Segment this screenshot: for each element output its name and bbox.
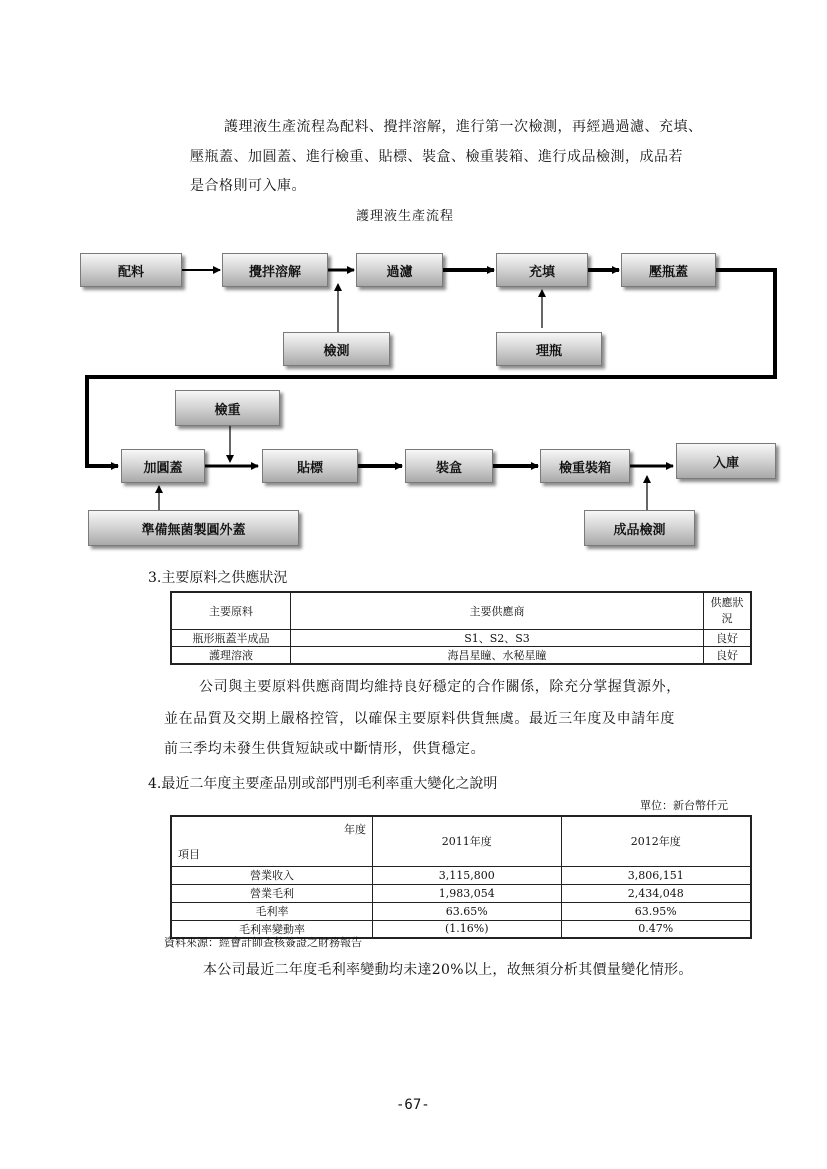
row-value-2012: 63.95% [561,902,751,920]
supply-cell: 良好 [704,629,752,646]
section3-heading: 3.主要原料之供應狀況 [148,570,288,586]
section4-heading: 4.最近二年度主要產品別或部門別毛利率重大變化之說明 [148,776,498,792]
step-jiayuangai: 加圓蓋 [121,449,205,483]
row-value-2011: 1,983,054 [373,884,562,902]
section3-para-2: 並在品質及交期上嚴格控管，以確保主要原料供貨無虞。最近三年度及申請年度 [164,711,675,727]
row-value-2012: 0.47% [561,920,751,938]
step-jianzhong: 檢重 [175,390,280,426]
intro-line-3: 是合格則可入庫。 [190,178,306,194]
step-ruku: 入庫 [676,443,776,479]
intro-line-1: 護理液生產流程為配料、攪拌溶解，進行第一次檢測，再經過過濾、充填、 [224,119,703,135]
supply-cell: 良好 [704,646,752,664]
page-number: -67- [396,1097,430,1113]
supply-cell: 海昌星瞳、水秘星瞳 [291,646,704,664]
step-tiebiao: 貼標 [262,449,358,483]
supply-header-status: 供應狀況 [704,592,752,629]
corner-item: 項目 [178,847,200,861]
table-row [171,646,751,664]
step-guolv: 過濾 [356,253,443,287]
row-value-2011: 3,115,800 [373,866,562,884]
corner-year: 年度 [344,823,366,836]
step-jiaoban: 攪拌溶解 [222,253,328,287]
row-label: 毛利率變動率 [171,920,373,938]
margin-table [170,815,752,939]
header-2011: 2011年度 [373,816,562,866]
step-chengpinjiance: 成品檢測 [584,510,695,546]
row-label: 毛利率 [171,902,373,920]
flow-title: 護理液生產流程 [356,209,455,224]
supply-cell: S1、S2、S3 [291,629,704,646]
row-value-2012: 2,434,048 [561,884,751,902]
supply-header-supplier: 主要供應商 [291,592,704,629]
table-row [171,629,751,646]
supply-cell: 護理溶液 [171,646,291,664]
header-2012: 2012年度 [561,816,751,866]
table-row [171,866,751,884]
source-note: 資料來源：經會計師查核簽證之財務報告 [164,936,362,949]
step-chongtian: 充填 [496,253,588,287]
supply-table [170,591,752,665]
unit-label: 單位：新台幣仟元 [640,799,728,812]
step-jiance: 檢測 [283,332,390,366]
step-lipin: 理瓶 [496,332,602,366]
conclusion: 本公司最近二年度毛利率變動均未達20%以上，故無須分析其價量變化情形。 [203,962,693,978]
connector-row1-to-row2 [87,270,775,466]
row-value-2011: (1.16%) [373,920,562,938]
step-zhuanghe: 裝盒 [405,449,493,483]
corner-cell [171,816,373,866]
row-value-2012: 3,806,151 [561,866,751,884]
step-jianzhongzhuangxiang: 檢重裝箱 [540,449,630,483]
supply-header-material: 主要原料 [171,592,291,629]
section3-para-3: 前三季均未發生供貨短缺或中斷情形，供貨穩定。 [164,741,486,757]
step-zhunbei: 準備無菌製圓外蓋 [88,510,299,546]
row-label: 營業毛利 [171,884,373,902]
table-row [171,884,751,902]
row-value-2011: 63.65% [373,902,562,920]
section3-para-1: 公司與主要原料供應商間均維持良好穩定的合作關係，除充分掌握貨源外， [199,679,681,695]
step-yapinggai: 壓瓶蓋 [621,253,716,287]
table-row [171,902,751,920]
step-peiliao: 配料 [80,253,182,287]
supply-cell: 瓶形瓶蓋半成品 [171,629,291,646]
row-label: 營業收入 [171,866,373,884]
intro-line-2: 壓瓶蓋、加圓蓋、進行檢重、貼標、裝盒、檢重裝箱、進行成品檢測，成品若 [190,149,683,165]
